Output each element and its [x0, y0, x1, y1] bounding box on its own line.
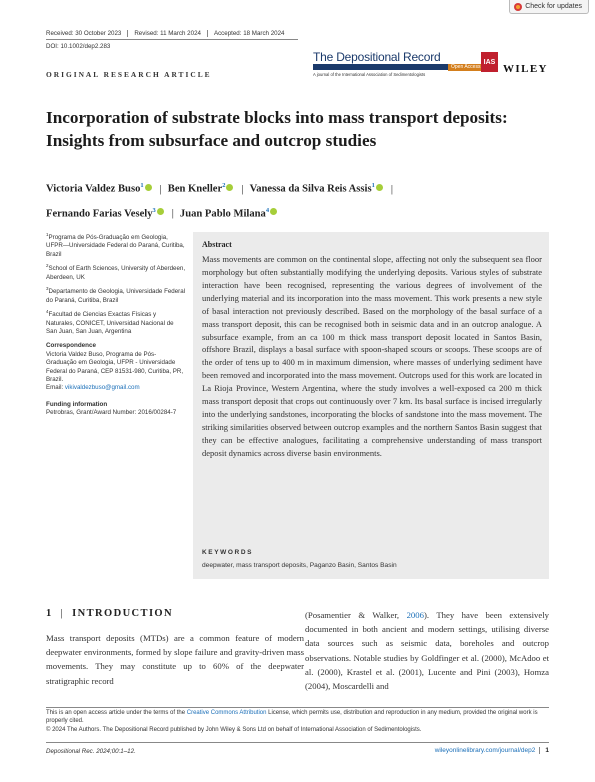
author-name[interactable]: Fernando Farias Vesely	[46, 208, 153, 220]
affiliation-text: School of Earth Sciences, University of Aberdeen, Aberdeen, UK	[46, 265, 186, 281]
section-separator: |	[60, 608, 65, 619]
crossmark-icon	[514, 3, 522, 11]
affiliation-text: Facultad de Ciencias Exactas Físicas y Naturales, CONICET, Universidad Nacional de San Juan, San Juan, Argentina	[46, 311, 174, 335]
author-affiliation-number: 4	[265, 206, 270, 214]
intro-text: (Posamentier & Walker,	[305, 610, 407, 620]
affiliation-text: Departamento de Geologia, Universidade Federal do Paraná, Curitiba, Brazil	[46, 288, 186, 304]
affiliation-number: 2	[46, 263, 49, 269]
header-divider	[46, 39, 298, 40]
check-for-updates-button[interactable]	[509, 0, 589, 14]
license-link[interactable]: Creative Commons Attribution	[186, 710, 267, 716]
journal-title[interactable]: The Depositional Record	[313, 50, 441, 64]
correspondence-heading: Correspondence	[46, 342, 97, 350]
copyright-text: © 2024 The Authors. The Depositional Record published by John Wiley & Sons Ltd on behalf of International Association of Sedimentologists.	[46, 726, 422, 733]
intro-column-1: Mass transport deposits (MTDs) are a common feature of modern deepwater environments, formed by slope failure and gravity-driven mass movements. They may constitute up to 60% of the deepwater stratigraphic record	[46, 633, 304, 686]
orcid-icon[interactable]	[226, 184, 233, 191]
section-heading	[46, 608, 173, 619]
email-label: Email:	[46, 384, 65, 392]
affiliation	[46, 231, 186, 259]
orcid-icon[interactable]	[270, 208, 277, 215]
author-separator: |	[159, 183, 162, 195]
intro-text: ). They have been extensively documented in both ancient and modern settings, utilising diverse data sources such as seismic data, boreholes and outcrop observations. Notable studies by Goldfinger et al. (2000), McAdoo et al. (2000), Krastel et al. (2001), Lucente and Pini (2003), Homza (2004), Moscardelli and	[305, 610, 549, 692]
affiliation-number: 4	[46, 309, 49, 315]
funding-heading: Funding information	[46, 400, 108, 408]
author-separator: |	[171, 208, 174, 220]
journal-url-row	[435, 747, 549, 754]
affiliation-number: 1	[46, 232, 49, 237]
section-title: INTRODUCTION	[72, 608, 173, 619]
orcid-icon[interactable]	[157, 208, 164, 215]
license-footer	[46, 709, 556, 734]
date-received: Received: 30 October 2023	[46, 30, 128, 37]
keywords-heading: KEYWORDS	[202, 549, 254, 556]
section-number: 1	[46, 608, 53, 619]
author-affiliation-number: 2	[222, 182, 226, 189]
check-for-updates-label: Check for updates	[525, 3, 582, 10]
abstract-heading: Abstract	[202, 240, 232, 249]
journal-subtitle: A journal of the International Association of Sedimentologists	[313, 72, 426, 77]
article-title: Incorporation of substrate blocks into mass transport deposits: Insights from subsurface and outcrop studies	[46, 108, 508, 150]
page-number: 1	[539, 747, 549, 754]
intro-column-2	[305, 608, 549, 693]
abstract-text: Mass movements are common on the continental slope, affecting not only the subsequent sea floor morphology but often substantially modifying the underlying deposits. Various styles of substrate interaction have been recognised, representing the various degrees of involvement of the underlying material and its incorporation into the mass movement. This work presents a new style of basal interaction not previously described. Based on the morphology of the basal surface of a mass transport deposit, this can be recognised both in seismic data and in an outcrop analogue. A subsurface example, from an ca 100 m thick mass transport deposit located in Santos Basin, offshore Brazil, displays a basal surface with spoon-shaped scours or scoops. These scoops are of the order of tens up to 400 m in maximum dimension, where masses of underlying sediment have been removed and incorporated into the mass movement. Outcrops used for this work are located in La Rioja Province, Western Argentina, where the study involves a well-exposed ca 200 m thick mass transport deposit that crops out continuously over 7 km. Its basal surface is incised irregularly into the underlying sandstones, incorporating the blocks of sandstone into the mass movement. The striking similarities observed between outcrop examples and the northern Santos Basin suggest that they can be effective analogues, facilitating a comprehensive understanding of mass transport deposit dynamics across diverse basin environments.	[202, 254, 542, 458]
author-name[interactable]: Juan Pablo Milana	[179, 208, 266, 220]
correspondence-text: Victoria Valdez Buso, Programa de Pós-Graduação em Geologia, UFPR - Universidade Federal do Paraná, CEP 81531-980, Curitiba, PR, Brazil.	[46, 350, 184, 383]
footer-divider	[46, 707, 549, 708]
affiliation	[46, 308, 186, 336]
author-affiliation-number: 1	[140, 182, 144, 189]
author-separator: |	[390, 183, 393, 195]
keywords-text: deepwater, mass transport deposits, Paganzo Basin, Santos Basin	[202, 562, 397, 569]
bottom-divider	[46, 742, 549, 743]
affiliation-text: Programa de Pós-Graduação em Geologia, UFPR—Universidade Federal do Paraná, Curitiba, Brazil	[46, 234, 185, 258]
correspondence-email-row	[46, 384, 186, 392]
wiley-logo: WILEY	[503, 63, 548, 75]
affiliation	[46, 285, 186, 305]
author-name[interactable]: Ben Kneller	[167, 183, 223, 195]
citation-line: Depositional Rec. 2024;00:1–12.	[46, 748, 136, 755]
author-name[interactable]: Vanessa da Silva Reis Assis	[249, 183, 372, 195]
author-affiliation-number: 1	[371, 182, 375, 189]
date-accepted: Accepted: 18 March 2024	[213, 30, 285, 37]
license-text	[46, 709, 556, 726]
author-list	[46, 175, 556, 224]
journal-url-link[interactable]: wileyonlinelibrary.com/journal/dep2	[434, 747, 536, 754]
author-separator: |	[241, 183, 244, 195]
orcid-icon[interactable]	[376, 184, 383, 191]
open-access-badge: Open Access	[448, 64, 483, 71]
doi[interactable]: DOI: 10.1002/dep2.283	[46, 43, 111, 50]
affiliation-number: 3	[46, 286, 49, 292]
citation-link[interactable]: 2006	[406, 610, 424, 620]
ias-logo: IAS	[481, 52, 498, 72]
date-revised: Revised: 11 March 2024	[134, 30, 208, 37]
author-name[interactable]: Victoria Valdez Buso	[46, 183, 141, 195]
license-suffix: License, which permits use, distribution and reproduction in any medium, provided the original work is properly cited.	[46, 710, 538, 725]
email-link[interactable]: vikivaldezbuso@gmail.com	[64, 384, 140, 392]
funding-text: Petrobras, Grant/Award Number: 2016/00284-7	[46, 409, 177, 417]
left-sidebar	[46, 231, 186, 418]
author-affiliation-number: 3	[152, 206, 156, 214]
license-prefix: This is an open access article under the terms of the	[46, 710, 187, 716]
article-dates	[46, 30, 296, 37]
affiliation	[46, 262, 186, 282]
orcid-icon[interactable]	[145, 184, 152, 191]
article-type: ORIGINAL RESEARCH ARTICLE	[46, 70, 212, 79]
